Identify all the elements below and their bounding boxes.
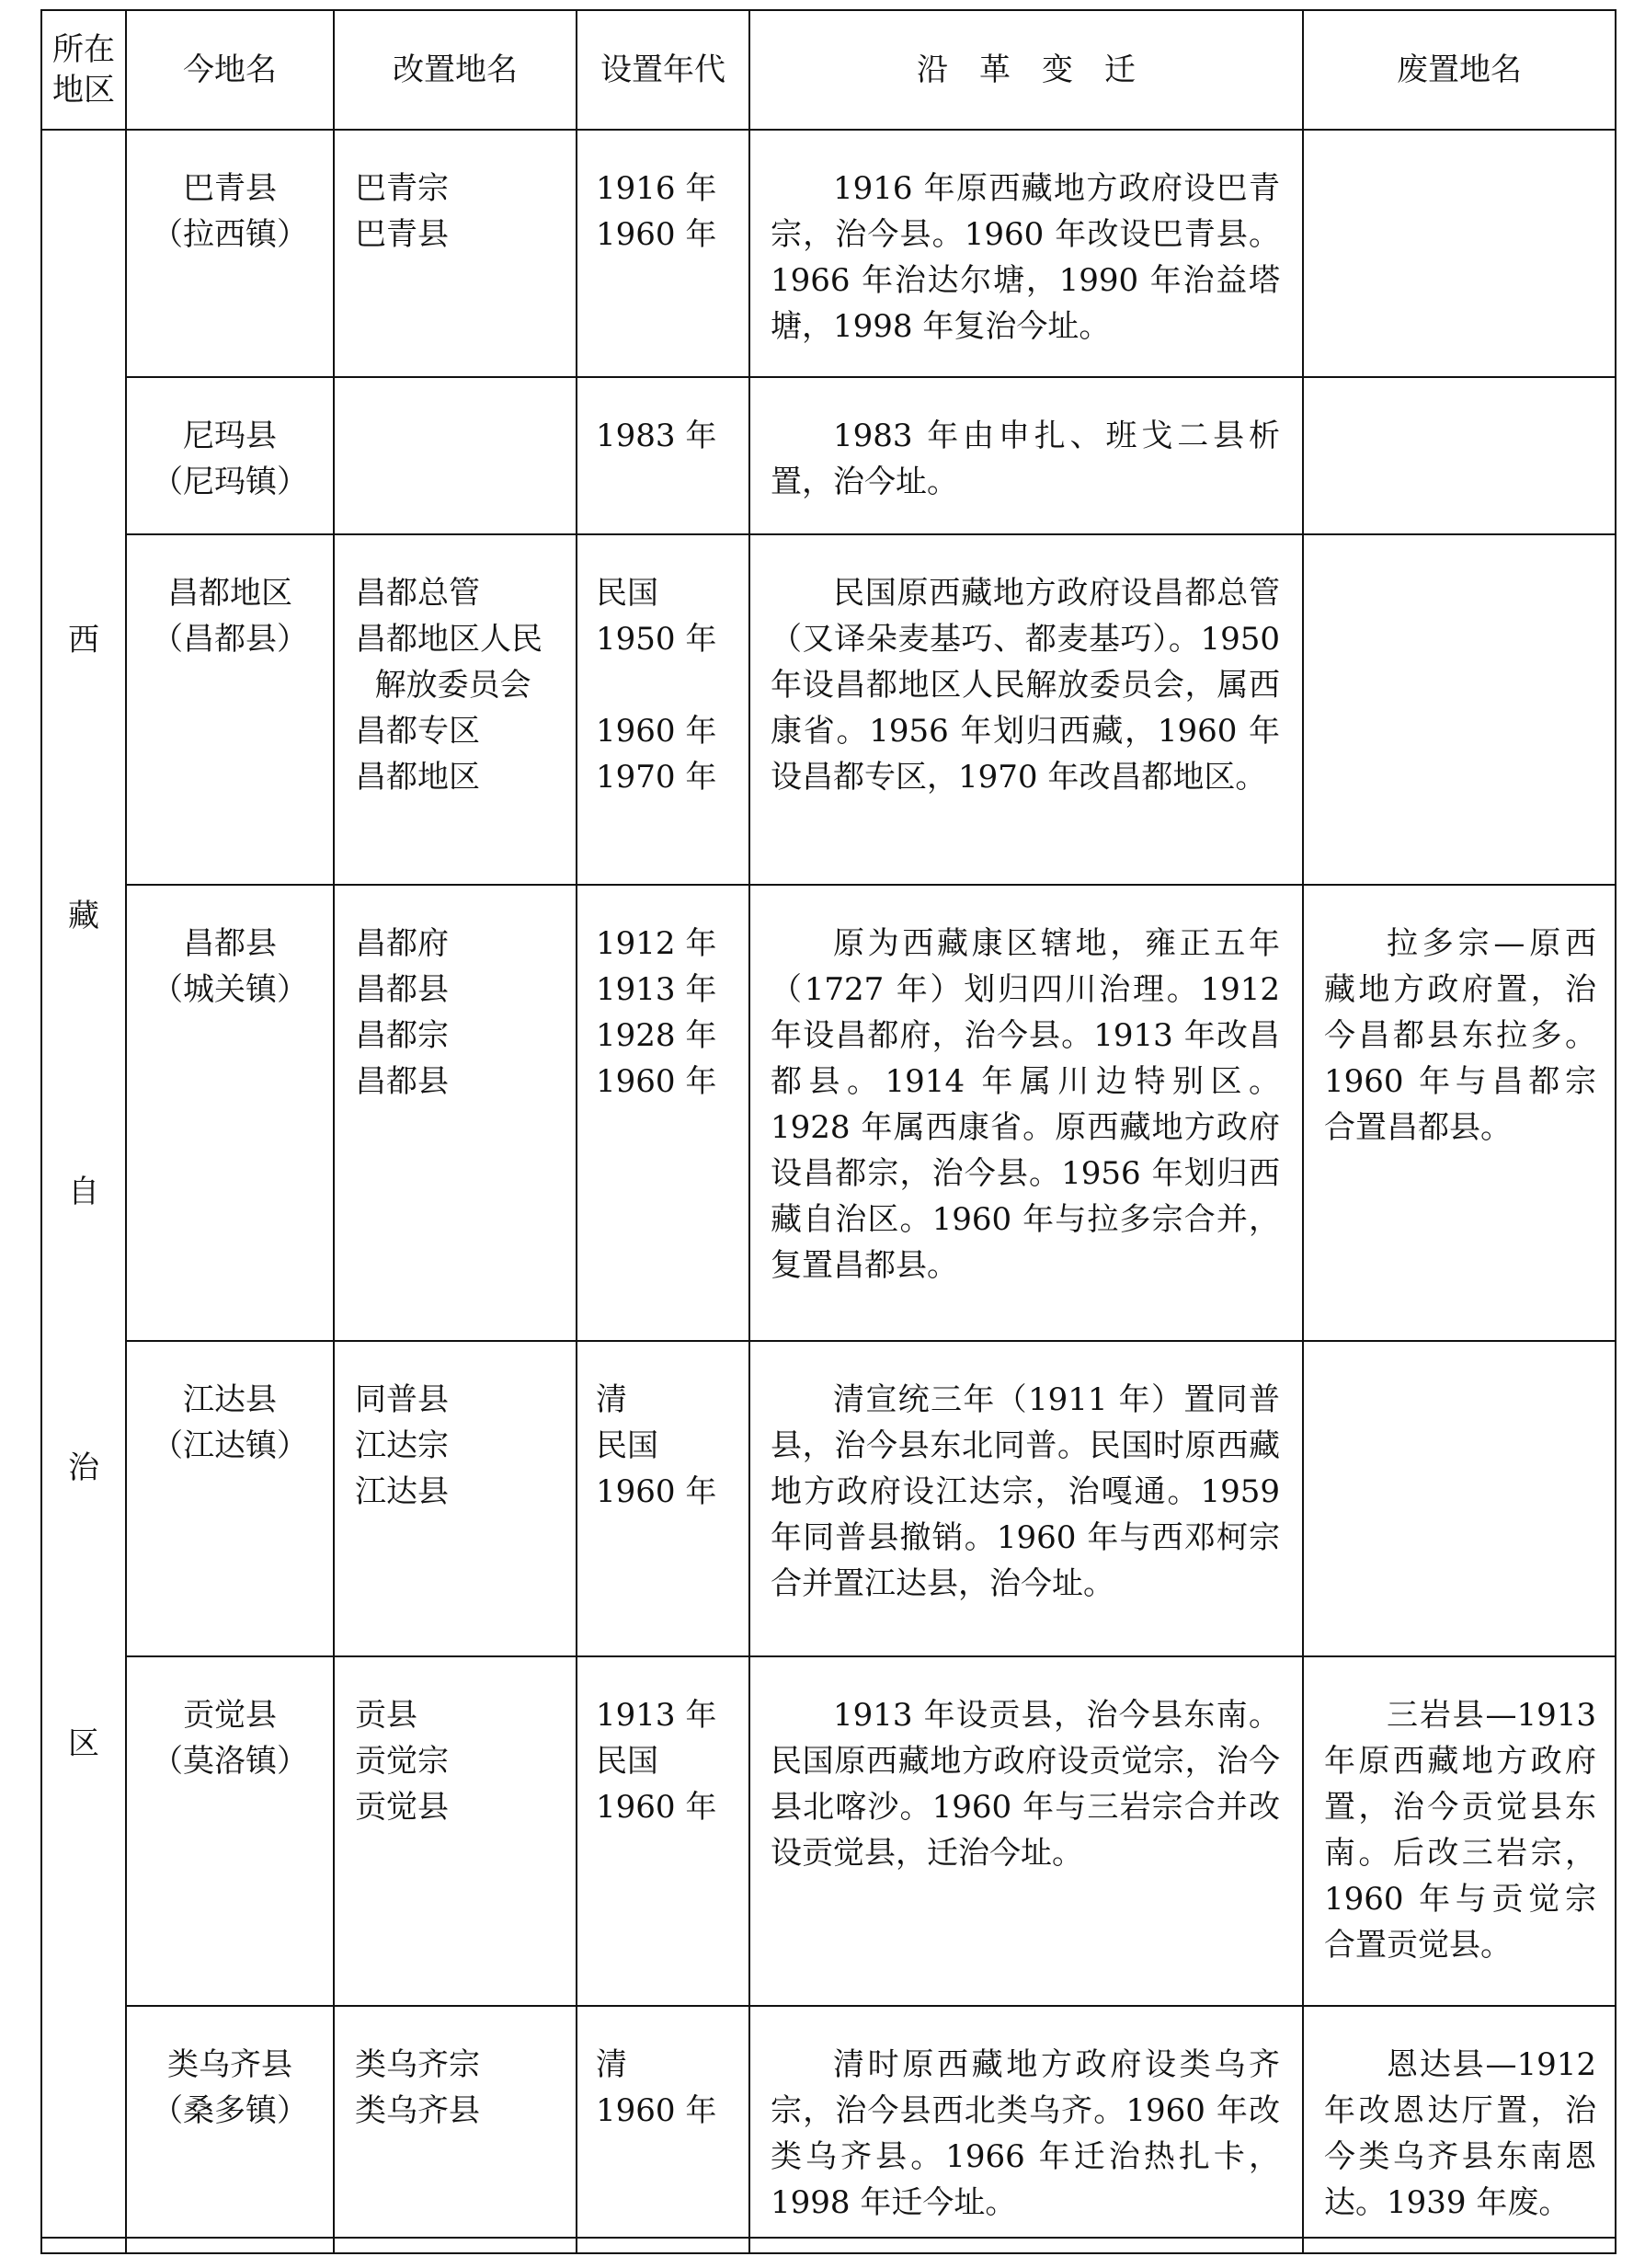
history-cell: 1983 年由申扎、班戈二县析置，治今址。 [749,377,1303,534]
county-seat: （拉西镇） [152,216,308,253]
header-history: 沿革变迁 [749,10,1303,130]
gazetteer-table-sheet [40,9,1615,2254]
table-row [41,377,1616,534]
bottom-rule [40,2237,1615,2239]
current-name: 贡觉县 [183,1697,277,1734]
current-name: 江达县 [183,1381,277,1418]
years-cell: 1913 年 民国 1960 年 [577,1656,749,2006]
abolished-cell [1303,534,1616,885]
table-row [41,885,1616,1341]
current-name-cell [126,130,334,377]
history-cell: 清宣统三年（1911 年）置同普县，治今县东北同普。民国时原西藏地方政府设江达宗，治嘎通。1959 年同普县撤销。1960 年与西邓柯宗合并置江达县，治今址。 [749,1341,1303,1656]
county-seat: （城关镇） [152,971,308,1008]
history-cell: 1916 年原西藏地方政府设巴青宗，治今县。1960 年改设巴青县。1966 年治达尔塘，1990 年治益塔塘，1998 年复治今址。 [749,130,1303,377]
abolished-cell: 恩达县—1912 年改恩达厅置，治今类乌齐县东南恩达。1939 年废。 [1303,2006,1616,2253]
renamed-names-cell: 类乌齐宗 类乌齐县 [334,2006,577,2253]
years-cell: 清 民国 1960 年 [577,1341,749,1656]
table-row [41,534,1616,885]
abolished-cell [1303,377,1616,534]
abolished-cell [1303,130,1616,377]
current-name-cell [126,885,334,1341]
renamed-names-cell [334,377,577,534]
current-name-cell [126,1656,334,2006]
current-name: 巴青县 [183,170,277,207]
abolished-cell: 拉多宗—原西藏地方政府置，治今昌都县东拉多。1960 年与昌都宗合置昌都县。 [1303,885,1616,1341]
current-name-cell [126,377,334,534]
renamed-names-cell: 巴青宗 巴青县 [334,130,577,377]
table-row [41,1341,1616,1656]
table-row [41,2006,1616,2253]
current-name-cell [126,2006,334,2253]
abolished-cell: 三岩县—1913 年原西藏地方政府置，治今贡觉县东南。后改三岩宗，1960 年与贡觉宗合置贡觉县。 [1303,1656,1616,2006]
region-cell [41,130,126,2253]
history-cell: 民国原西藏地方政府设昌都总管（又译朵麦基巧、都麦基巧）。1950 年设昌都地区人民解放委员会，属西康省。1956 年划归西藏，1960 年设昌都专区，1970 年改昌都地区。 [749,534,1303,885]
current-name: 类乌齐县 [167,2046,292,2083]
history-cell: 1913 年设贡县，治今县东南。民国原西藏地方政府设贡觉宗，治今县北喀沙。1960 年与三岩宗合并改设贡觉县，迁治今址。 [749,1656,1303,2006]
current-name-cell [126,1341,334,1656]
years-cell: 1916 年 1960 年 [577,130,749,377]
current-name: 昌都地区 [167,575,292,612]
county-seat: （江达镇） [152,1427,308,1464]
county-seat: （昌都县） [152,621,308,658]
table-row [41,130,1616,377]
history-cell: 原为西藏康区辖地，雍正五年（1727 年）划归四川治理。1912 年设昌都府，治今县。1913 年改昌都县。1914 年属川边特别区。1928 年属西康省。原西藏地方政府设昌都宗，治今县。1956 年划归西藏自治区。1960 年与拉多宗合并，复置昌都县。 [749,885,1303,1341]
renamed-names-cell: 贡县 贡觉宗 贡觉县 [334,1656,577,2006]
region-name: 西藏自治区 [68,621,99,1762]
place-name-history-table [40,9,1616,2254]
renamed-names-cell: 同普县 江达宗 江达县 [334,1341,577,1656]
table-row [41,1656,1616,2006]
county-seat: （莫洛镇） [152,1743,308,1780]
history-cell: 清时原西藏地方政府设类乌齐宗，治今县西北类乌齐。1960 年改类乌齐县。1966 年迁治热扎卡，1998 年迁今址。 [749,2006,1303,2253]
current-name-cell [126,534,334,885]
county-seat: （桑多镇） [152,2092,308,2129]
years-cell: 1983 年 [577,377,749,534]
header-row [41,10,1616,130]
current-name: 尼玛县 [183,418,277,454]
header-renamed-names: 改置地名 [334,10,577,130]
years-cell: 清 1960 年 [577,2006,749,2253]
header-region: 所在地区 [41,10,126,130]
renamed-names-cell: 昌都总管 昌都地区人民 解放委员会 昌都专区 昌都地区 [334,534,577,885]
years-cell: 1912 年 1913 年 1928 年 1960 年 [577,885,749,1341]
years-cell: 民国 1950 年 1960 年 1970 年 [577,534,749,885]
county-seat: （尼玛镇） [152,464,308,500]
renamed-names-cell: 昌都府 昌都县 昌都宗 昌都县 [334,885,577,1341]
header-years: 设置年代 [577,10,749,130]
abolished-cell [1303,1341,1616,1656]
header-abolished: 废置地名 [1303,10,1616,130]
current-name: 昌都县 [183,925,277,962]
header-current-name: 今地名 [126,10,334,130]
